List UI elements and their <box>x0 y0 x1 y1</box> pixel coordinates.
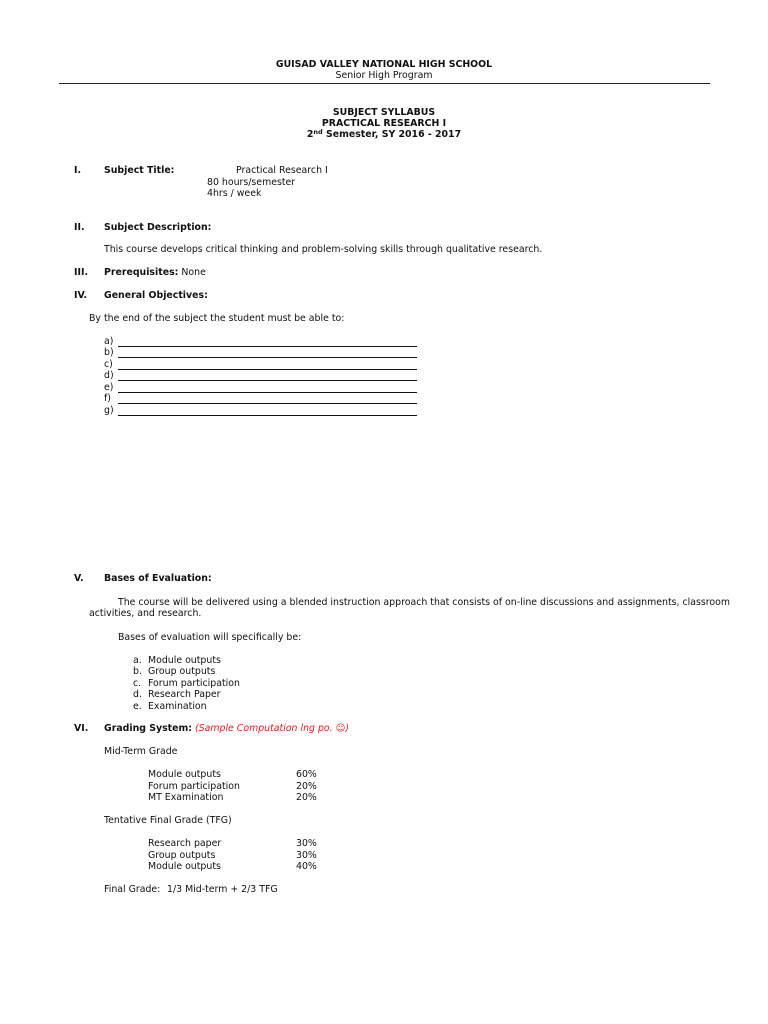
evaluation-item: c. <box>133 678 142 689</box>
midterm-heading: Mid-Term Grade <box>104 746 178 757</box>
section-6-number: VI. <box>74 723 89 734</box>
evaluation-item-text: Group outputs <box>148 666 216 677</box>
sample-computation-note: (Sample Computation lng po. ☺) <box>195 723 350 734</box>
grade-component-name: Module outputs <box>148 861 221 872</box>
evaluation-item: a. <box>133 655 142 666</box>
hours-week: 4hrs / week <box>207 188 262 199</box>
objective-blank-line <box>118 369 417 370</box>
section-1-number: I. <box>74 165 82 176</box>
hours-semester: 80 hours/semester <box>207 177 296 188</box>
final-grade-label: Final Grade: <box>104 884 161 895</box>
grade-component-percent: 20% <box>296 781 317 792</box>
evaluation-item-text: Forum participation <box>148 678 240 689</box>
grade-component-name: Module outputs <box>148 769 221 780</box>
objective-letter: f) <box>104 393 111 404</box>
section-5-number: V. <box>74 573 84 584</box>
objective-blank-line <box>118 403 417 404</box>
objective-blank-line <box>118 346 417 347</box>
grade-component-percent: 60% <box>296 769 317 780</box>
subject-description: This course develops critical thinking and problem-solving skills through qualitative research. <box>104 244 543 255</box>
objective-blank-line <box>118 380 417 381</box>
grade-component-name: Forum participation <box>148 781 240 792</box>
semester-line: 2nd Semester, SY 2016 - 2017 <box>306 128 462 140</box>
evaluation-paragraph-line-2: activities, and research. <box>89 608 202 619</box>
objective-blank-line <box>118 392 417 393</box>
section-2-number: II. <box>74 222 85 233</box>
grade-component-name: Group outputs <box>148 850 216 861</box>
subject-title-value: Practical Research I <box>236 165 328 176</box>
evaluation-item: b. <box>133 666 142 677</box>
grade-component-name: MT Examination <box>148 792 224 803</box>
evaluation-intro: Bases of evaluation will specifically be: <box>118 632 302 643</box>
grade-component-percent: 20% <box>296 792 317 803</box>
objective-letter: g) <box>104 405 114 416</box>
header-divider <box>59 83 710 84</box>
objective-letter: c) <box>104 359 113 370</box>
objective-letter: b) <box>104 347 114 358</box>
grade-component-percent: 30% <box>296 850 317 861</box>
section-4-label: General Objectives: <box>104 290 208 301</box>
objective-letter: d) <box>104 370 114 381</box>
section-2-label: Subject Description: <box>104 222 212 233</box>
objective-letter: a) <box>104 336 114 347</box>
grading-system-heading: Grading System: (Sample Computation lng po. ☺) <box>104 723 350 734</box>
grade-component-percent: 40% <box>296 861 317 872</box>
grade-component-name: Research paper <box>148 838 222 849</box>
objective-blank-line <box>118 357 417 358</box>
subject-title: PRACTICAL RESEARCH I <box>321 118 447 129</box>
prerequisites-line: Prerequisites: None <box>104 267 206 278</box>
syllabus-title: SUBJECT SYLLABUS <box>332 107 436 118</box>
objective-blank-line <box>118 415 417 416</box>
evaluation-item-text: Module outputs <box>148 655 221 666</box>
tentative-final-heading: Tentative Final Grade (TFG) <box>104 815 232 826</box>
grade-component-percent: 30% <box>296 838 317 849</box>
section-4-number: IV. <box>74 290 88 301</box>
objectives-intro: By the end of the subject the student must be able to: <box>89 313 345 324</box>
final-grade-formula: 1/3 Mid-term + 2/3 TFG <box>167 884 278 895</box>
program-name: Senior High Program <box>335 70 433 81</box>
section-3-number: III. <box>74 267 89 278</box>
evaluation-item: d. <box>133 689 142 700</box>
evaluation-item-text: Research Paper <box>148 689 221 700</box>
objective-letter: e) <box>104 382 114 393</box>
school-name: GUISAD VALLEY NATIONAL HIGH SCHOOL <box>275 59 493 70</box>
evaluation-paragraph-line-1: The course will be delivered using a blended instruction approach that consists of on-line discussions and assignments, classroom <box>118 597 730 608</box>
section-5-label: Bases of Evaluation: <box>104 573 212 584</box>
evaluation-item-text: Examination <box>148 701 207 712</box>
evaluation-item: e. <box>133 701 142 712</box>
section-1-label: Subject Title: <box>104 165 175 176</box>
